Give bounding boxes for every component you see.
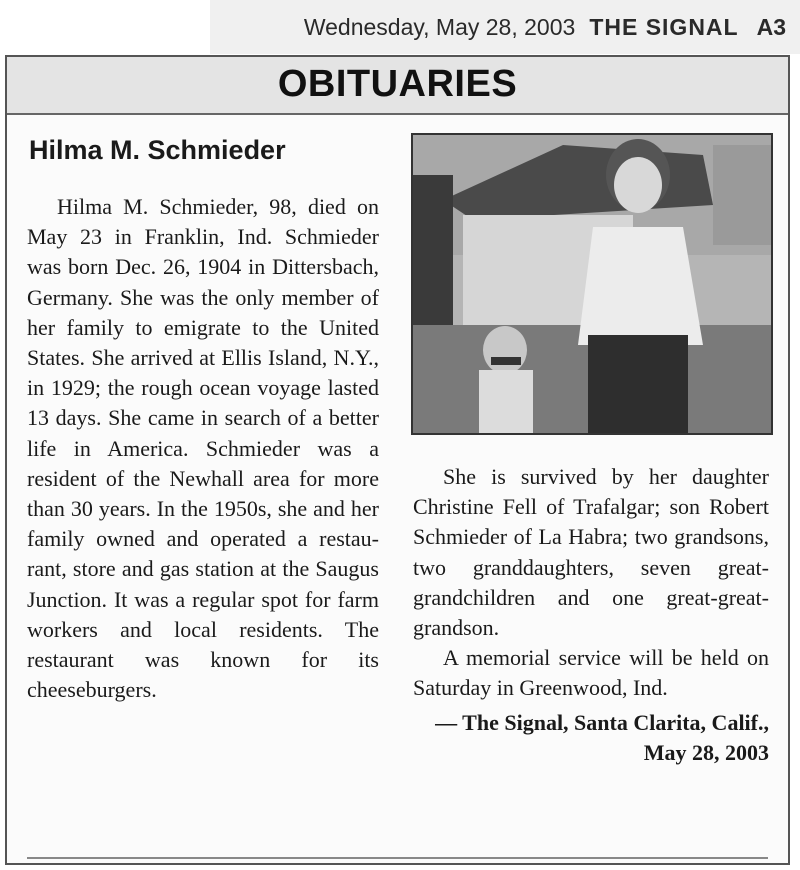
header-page-number: A3	[756, 14, 786, 40]
header-text	[304, 14, 786, 41]
page-header	[210, 0, 800, 54]
section-title: OBITUARIES	[277, 63, 518, 105]
photo-woman-and-child	[413, 135, 771, 433]
obituary-column-right	[413, 462, 769, 768]
obituary-paragraph-2: She is survived by her daughter Christine Fell of Trafalgar; son Robert Schmieder of La Habra; two grandsons, two granddaughters, seven great-grandchildren and one great-great-grandson.	[413, 464, 769, 641]
section-banner	[7, 57, 788, 115]
obituary-name: Hilma M. Schmieder	[29, 135, 286, 165]
obituary-paragraph-1: Hilma M. Schmieder, 98, died on May 23 in Franklin, Ind. Schmieder was born Dec. 26, 1904 in Dittersbach, Germany. She was the only member of her family to emigrate to the United States. She arrived at Ellis Island, N.Y., in 1929; the rough ocean voyage lasted 13 days. She came in search of a better life in America. Schmieder was a resident of the Newhall area for more than 30 years. In the 1950s, she and her family owned and operated a restaurant, store and gas station at the Saugus Junction. It was a regular spot for farm workers and local residents. The restaurant was known for its cheeseburgers.	[27, 194, 379, 703]
header-date: Wednesday, May 28, 2003	[303, 14, 576, 40]
obituary-column-left	[27, 192, 379, 705]
obituary-box	[5, 55, 790, 865]
header-paper-name: THE SIGNAL	[589, 14, 739, 40]
obituary-paragraph-3: A memorial service will be held on Saturday in Greenwood, Ind.	[413, 645, 769, 701]
obituary-photo	[411, 133, 773, 435]
obituary-credit: — The Signal, Santa Clarita, Calif., May 28, 2003	[435, 709, 769, 765]
bottom-rule	[27, 857, 768, 859]
